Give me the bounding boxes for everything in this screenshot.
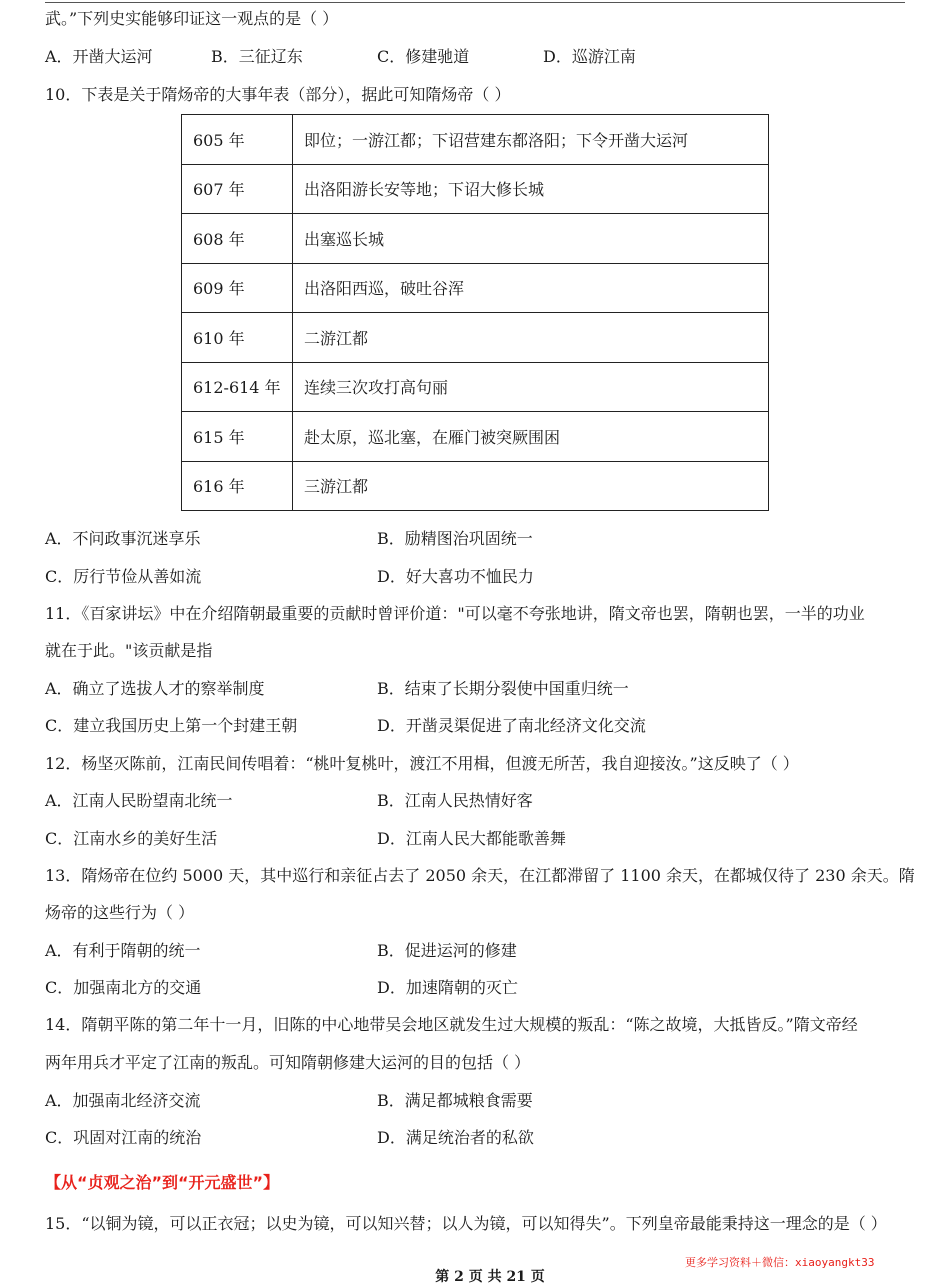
q9-option-d[interactable]: D．巡游江南 [543, 47, 636, 66]
table-cell-year: 608 年 [182, 214, 293, 264]
q10-option-a[interactable]: A．不问政事沉迷享乐 [45, 529, 201, 548]
table-cell-event: 即位；一游江都；下诏营建东都洛阳；下令开凿大运河 [293, 115, 769, 165]
q12-option-b[interactable]: B．江南人民热情好客 [377, 791, 533, 810]
q11-stem-line1: 11．《百家讲坛》中在介绍隋朝最重要的贡献时曾评价道："可以毫不夸张地讲，隋文帝也罢，隋朝也罢，一半的功业 [45, 604, 865, 623]
q10-option-d[interactable]: D．好大喜功不恤民力 [377, 567, 534, 586]
table-cell-event: 连续三次攻打高句丽 [293, 362, 769, 412]
q13-option-d[interactable]: D．加速隋朝的灭亡 [377, 978, 518, 997]
q12-option-d[interactable]: D．江南人民大都能歌善舞 [377, 829, 566, 848]
table-row [182, 412, 769, 462]
q14-option-b[interactable]: B．满足都城粮食需要 [377, 1091, 533, 1110]
q13-stem-line2: 炀帝的这些行为（ ） [45, 903, 195, 922]
q15-stem: 15．“以铜为镜，可以正衣冠；以史为镜，可以知兴替；以人为镜，可以知得失”。下列皇帝最能秉持这一理念的是（ ） [45, 1214, 887, 1233]
promo-wechat-id: xiaoyangkt33 [795, 1256, 875, 1269]
q13-stem-line1: 13．隋炀帝在位约 5000 天，其中巡行和亲征占去了 2050 余天，在江都滞留了 1100 余天，在都城仅待了 230 余天。隋 [45, 866, 915, 885]
table-cell-year: 609 年 [182, 263, 293, 313]
table-cell-year: 610 年 [182, 313, 293, 363]
q11-option-b[interactable]: B．结束了长期分裂使中国重归统一 [377, 679, 629, 698]
table-row [182, 263, 769, 313]
q14-option-a[interactable]: A．加强南北经济交流 [45, 1091, 201, 1110]
table-cell-year: 616 年 [182, 461, 293, 511]
table-cell-event: 三游江都 [293, 461, 769, 511]
q9-stem: 武。”下列史实能够印证这一观点的是（ ） [45, 9, 339, 28]
table-cell-event: 赴太原，巡北塞，在雁门被突厥围困 [293, 412, 769, 462]
q14-option-d[interactable]: D．满足统治者的私欲 [377, 1128, 534, 1147]
table-cell-event: 出塞巡长城 [293, 214, 769, 264]
q10-option-b[interactable]: B．励精图治巩固统一 [377, 529, 533, 548]
q11-option-c[interactable]: C．建立我国历史上第一个封建王朝 [45, 716, 298, 735]
q13-option-b[interactable]: B．促进运河的修建 [377, 941, 517, 960]
q9-option-c[interactable]: C．修建驰道 [377, 47, 470, 66]
table-row [182, 214, 769, 264]
table-cell-event: 出洛阳游长安等地；下诏大修长城 [293, 164, 769, 214]
q13-option-a[interactable]: A．有利于隋朝的统一 [45, 941, 201, 960]
table-row [182, 164, 769, 214]
q9-option-a[interactable]: A．开凿大运河 [45, 47, 153, 66]
q12-option-c[interactable]: C．江南水乡的美好生活 [45, 829, 218, 848]
table-cell-year: 615 年 [182, 412, 293, 462]
q12-stem: 12．杨坚灭陈前，江南民间传唱着：“桃叶复桃叶，渡江不用楫，但渡无所苦，我自迎接汝。”这反映了（ ） [45, 754, 799, 773]
page-number: 第 2 页 共 21 页 [435, 1269, 545, 1285]
q14-stem-line1: 14．隋朝平陈的第二年十一月，旧陈的中心地带吴会地区就发生过大规模的叛乱：“陈之故境，大抵皆反。”隋文帝经 [45, 1015, 858, 1034]
q10-option-c[interactable]: C．厉行节俭从善如流 [45, 567, 202, 586]
table-row [182, 362, 769, 412]
table-cell-event: 出洛阳西巡，破吐谷浑 [293, 263, 769, 313]
q10-stem: 10．下表是关于隋炀帝的大事年表（部分），据此可知隋炀帝（ ） [45, 85, 511, 104]
table-cell-year: 605 年 [182, 115, 293, 165]
table-cell-year: 612-614 年 [182, 362, 293, 412]
section-title: 【从“贞观之治”到“开元盛世”】 [45, 1173, 280, 1192]
q13-option-c[interactable]: C．加强南北方的交通 [45, 978, 202, 997]
page-top-rule [45, 2, 905, 3]
table-row [182, 461, 769, 511]
q11-option-a[interactable]: A．确立了选拔人才的察举制度 [45, 679, 265, 698]
table-row [182, 313, 769, 363]
q14-stem-line2: 两年用兵才平定了江南的叛乱。可知隋朝修建大运河的目的包括（ ） [45, 1053, 531, 1072]
q12-option-a[interactable]: A．江南人民盼望南北统一 [45, 791, 233, 810]
table-cell-year: 607 年 [182, 164, 293, 214]
q9-option-b[interactable]: B．三征辽东 [211, 47, 303, 66]
table-cell-event: 二游江都 [293, 313, 769, 363]
q10-events-table [181, 114, 769, 511]
q14-option-c[interactable]: C．巩固对江南的统治 [45, 1128, 202, 1147]
promo-prefix: 更多学习资料＋微信： [685, 1256, 795, 1269]
table-row [182, 115, 769, 165]
q11-option-d[interactable]: D．开凿灵渠促进了南北经济文化交流 [377, 716, 646, 735]
q11-stem-line2: 就在于此。"该贡献是指 [45, 641, 213, 660]
